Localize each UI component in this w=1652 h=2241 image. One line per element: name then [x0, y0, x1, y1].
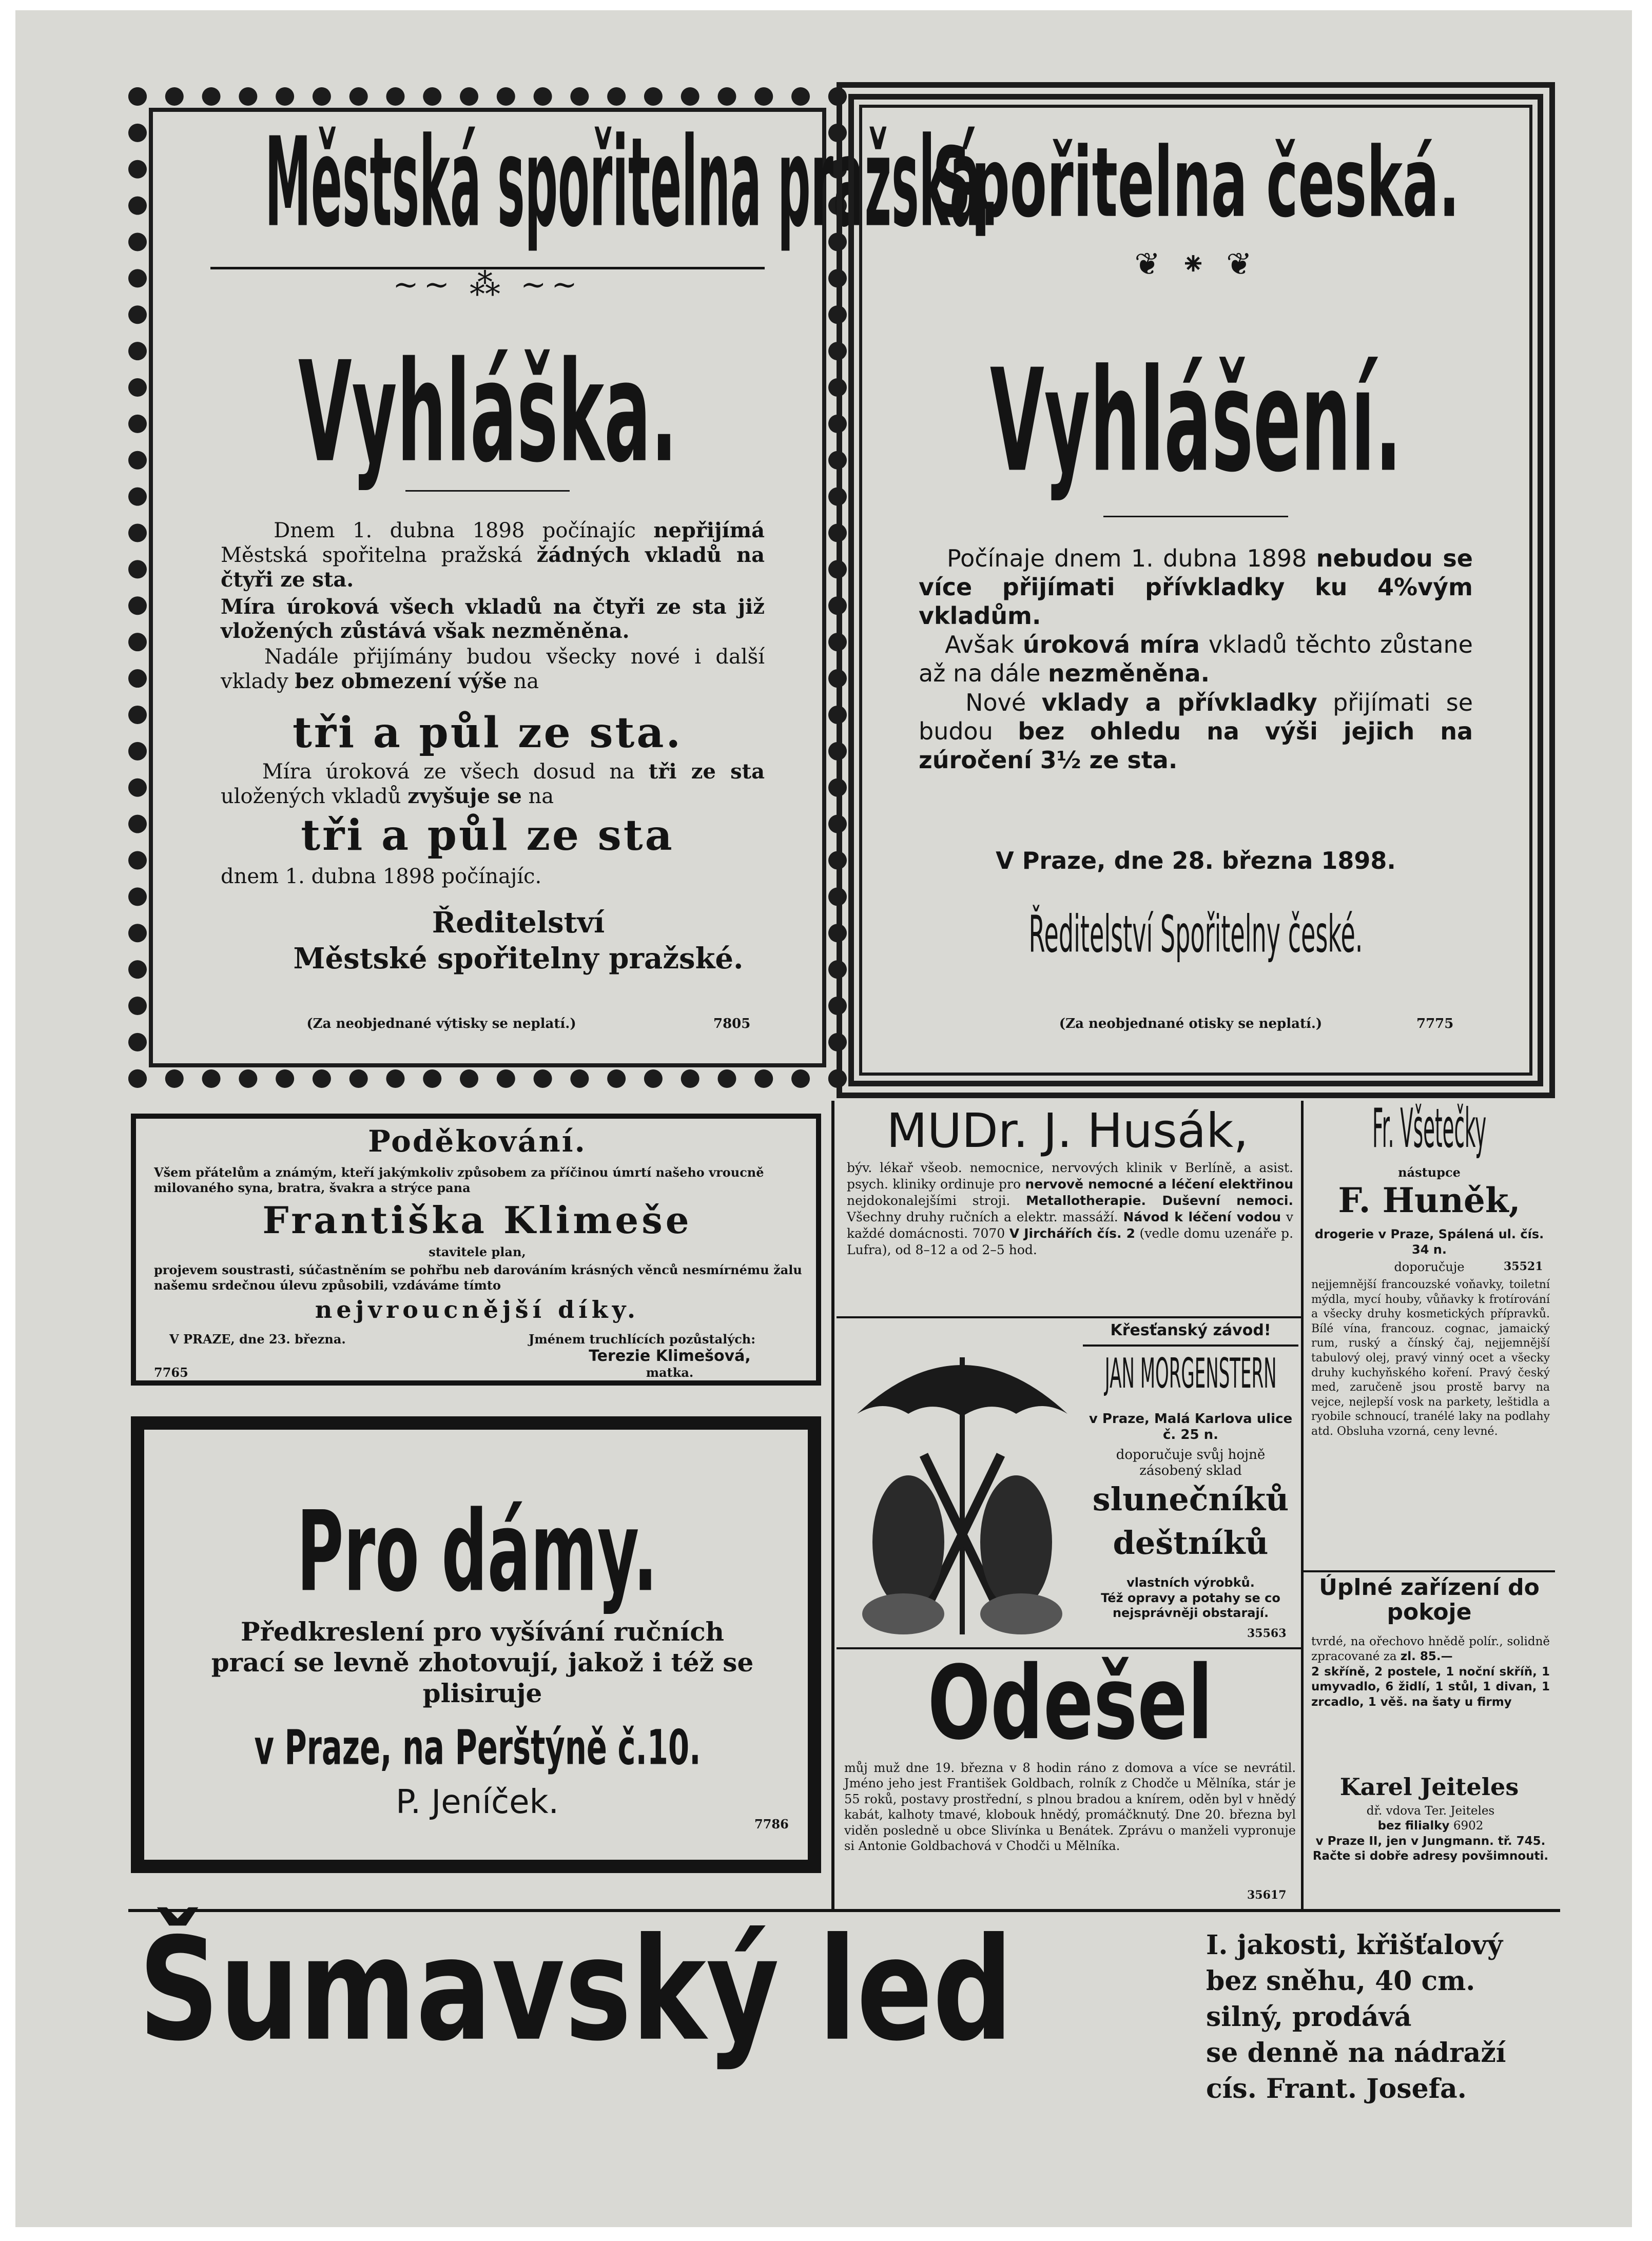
pro-damy-name: P. Jeníček.: [396, 1783, 559, 1821]
mestska-para4: Míra úroková ze všech dosud na tři ze sta uložených vkladů zvyšuje se na: [221, 759, 765, 809]
vsetecky-name: Fr. Všetečky: [1372, 1097, 1487, 1161]
divider-short: [1103, 516, 1288, 517]
mestska-para5: dnem 1. dubna 1898 počínajíc.: [221, 865, 542, 888]
mestska-title: Městská spořitelna pražská.: [265, 111, 999, 255]
horizontal-rule: [1304, 1570, 1555, 1572]
ornament-flourish: ❦ ⁕ ❦: [1134, 246, 1257, 282]
odesel-headline: Odešel: [927, 1644, 1213, 1763]
umbrella-icon: [847, 1327, 1078, 1645]
ceska-body: [919, 544, 1473, 774]
vsetecky-rec: doporučuje: [1394, 1260, 1465, 1274]
zarizeni-firm: Karel Jeiteles: [1339, 1773, 1519, 1801]
divider-short: [405, 490, 570, 492]
ceska-para3: Nové vklady a přívkladky přijímati se budou bez ohledu na výši jejich na zúročení 3½ ze sta.: [919, 688, 1473, 774]
ceska-para1: Počínaje dnem 1. dubna 1898 nebudou se více přijímati přívkladky ku 4%vým vkladům.: [919, 544, 1473, 630]
mestska-headline: Vyhláška.: [298, 332, 677, 494]
mestska-para1: Dnem 1. dubna 1898 počínajíc nepřijímá Městská spořitelna pražská žádných vkladů na čtyři ze sta.: [221, 518, 765, 592]
pro-damy-num: 7786: [754, 1817, 789, 1831]
morgenstern-address: v Praze, Malá Karlova ulice č. 25 n.: [1089, 1411, 1293, 1443]
morgenstern-num: 35563: [1247, 1627, 1287, 1640]
ceska-date: V Praze, dne 28. března 1898.: [996, 847, 1396, 874]
pro-damy-headline: Pro dámy.: [297, 1487, 658, 1616]
led-line2: bez sněhu, 40 cm.: [1206, 1965, 1475, 1997]
mestska-rate2: tři a půl ze sta: [301, 811, 674, 860]
podekovani-num: 7765: [154, 1365, 188, 1380]
morgenstern-name: JAN MORGENSTERN: [1104, 1350, 1277, 1398]
ceska-headline: Vyhlášení.: [989, 339, 1402, 503]
zarizeni-details: dř. vdova Ter. Jeiteles bez filialky 6902 v Praze II, jen v Jungmann. tř. 745. Račte si dobře adresy povšimnouti.: [1312, 1804, 1549, 1863]
ceska-title: Spořitelna česká.: [932, 127, 1460, 239]
podekovani-text2: projevem soustrasti, súčastněním se pohřbu neb darováním krásných věnců nesmírnému žalu našemu srdečnou úlevu způsobili, vzdáváme tímto: [154, 1262, 802, 1293]
mestska-num: 7805: [713, 1016, 751, 1031]
mestska-rate1: tři a půl ze sta.: [292, 708, 683, 757]
ceska-note: (Za neobjednané otisky se neplatí.): [1059, 1016, 1323, 1031]
mestska-para3: Nadále přijímány budou všecky nové i další vklady bez obmezení výše na: [221, 645, 765, 694]
podekovani-place: V PRAZE, dne 23. března.: [169, 1332, 346, 1347]
odesel-num: 35617: [1247, 1888, 1287, 1902]
podekovani-text1: Všem přátelům a známým, kteří jakýmkoliv způsobem za příčinou úmrtí našeho vroucně milovaného syna, bratra, švakra a strýce pana: [154, 1165, 764, 1195]
vsetecky-num: 35521: [1504, 1260, 1543, 1273]
morgenstern-item2: deštníků: [1113, 1524, 1269, 1562]
ornament-flourish: ~~ ⁂ ~~: [393, 267, 582, 303]
vsetecky-text: nejjemnější francouzské voňavky, toiletní mýdla, mycí houby, vůňavky k frotírování a všecky druhy kosmetických přípravků. Bílé vína, francouz. cognac, jamaický rum, ruský a čínský čaj, nejjemnější tabulový olej, pravý vinný ocet a všecky druhy kuchyňského koření. Pravý český med, zaručeně jsou prostě barvy na vejce, nejlepší vosk na parkety, leštidla a ryobile schnoucí, tranélé laky na podlahy atd. Obsluha vzorná, ceny levné.: [1311, 1278, 1550, 1438]
column-rule: [831, 1101, 834, 1912]
zarizeni-body: tvrdé, na ořechovo hnědě polír., solidně zpracované za zl. 85.— 2 skříně, 2 postele, 1 noční skříň, 1 umyvadlo, 6 židlí, 1 stůl, 1 divan, 1 zrcadlo, 1 věš. na šaty u firmy: [1311, 1635, 1550, 1709]
ceska-para2: Avšak úroková míra vkladů těchto zůstane až na dále nezměněna.: [919, 631, 1473, 688]
led-headline: Šumavský led: [139, 1908, 1013, 2073]
horizontal-rule: [1083, 1344, 1298, 1347]
podekovani-on-behalf: Jménem truchlících pozůstalých:: [529, 1332, 756, 1347]
morgenstern-header: Křesťanský závod!: [1110, 1321, 1271, 1339]
horizontal-rule: [837, 1316, 1301, 1318]
mestska-para2: Míra úroková všech vkladů na čtyři ze sta již vložených zůstává však nezměněna.: [221, 594, 765, 643]
led-line5: cís. Frant. Josefa.: [1206, 2073, 1467, 2104]
podekovani-title: Poděkování.: [368, 1124, 587, 1159]
mestska-sign2: Městské spořitelny pražské.: [293, 942, 744, 976]
morgenstern-text: doporučuje svůj hojně zásobený sklad: [1116, 1447, 1266, 1479]
mestska-body: [221, 518, 765, 694]
morgenstern-repairs: Též opravy a potahy se co nejsprávněji obstarají.: [1101, 1591, 1280, 1620]
husak-body: býv. lékař všeob. nemocnice, nervových klinik v Berlíně, a asist. psych. kliniky ordinuje pro nervově nemocné a léčení elektřinou nejdokonalejšími stroji. Metallotherapie. Duševní nemoci. Všechny druhy ručních a elektr. massáží. Návod k léčení vodou v každé domácnosti. 7070 V Jirchářích čís. 2 (vedle domu uzenáře p. Lufra), od 8–12 a od 2–5 hod.: [847, 1160, 1294, 1257]
column-rule: [1301, 1101, 1304, 1912]
husak-name: MUDr. J. Husák,: [886, 1103, 1249, 1158]
mestska-sign1: Ředitelství: [432, 906, 605, 940]
morgenstern-item1: slunečníků: [1092, 1480, 1289, 1518]
umbrella-illustration: [847, 1327, 1078, 1645]
vsetecky-successor: nástupce: [1398, 1165, 1461, 1180]
odesel-text: můj muž dne 19. března v 8 hodin ráno z domova a více se nevrátil. Jméno jeho jest František Goldbach, rolník z Chodče u Mělníka, stár je 55 roků, postavy prostřední, s plnou bradou a knírem, oděn byl v hnědý kabát, kalhoty tmavé, klobouk hnědý, promáčknutý. Dne 20. března byl viděn posledně u obce Slivínka u Benátek. Zprávu o manželi vypronuje si Antonie Goldbachová v Chodči u Mělníka.: [844, 1761, 1296, 1854]
led-line4: se denně na nádraží: [1206, 2037, 1506, 2069]
zarizeni-title: Úplné zařízení do pokoje: [1319, 1574, 1540, 1626]
vsetecky-desc: drogerie v Praze, Spálená ul. čís. 34 n.: [1314, 1227, 1544, 1257]
morgenstern-own: vlastních výrobků.: [1126, 1575, 1255, 1590]
pro-damy-text: Předkreslení pro vyšívání ručních prací se levně zhotovují, jakož i též se plisiruje: [211, 1616, 754, 1708]
mestska-note: (Za neobjednané výtisky se neplatí.): [306, 1016, 576, 1031]
podekovani-name: Františka Klimeše: [262, 1198, 692, 1242]
podekovani-occupation: stavitele plan,: [429, 1244, 526, 1259]
vsetecky-owner: F. Huněk,: [1338, 1180, 1521, 1220]
led-line3: silný, prodává: [1206, 2001, 1412, 2033]
newspaper-page: [15, 10, 1632, 2227]
ceska-sign: Ředitelství Spořitelny české.: [1028, 905, 1363, 965]
podekovani-thanks: nejvroucnější díky.: [315, 1296, 640, 1323]
podekovani-signer: Terezie Klimešová,: [589, 1347, 751, 1365]
podekovani-role: matka.: [646, 1365, 694, 1380]
pro-damy-address: v Praze, na Perštýně č.10.: [254, 1719, 701, 1776]
led-line1: I. jakosti, křišťalový: [1206, 1930, 1503, 1961]
ceska-num: 7775: [1416, 1016, 1454, 1031]
